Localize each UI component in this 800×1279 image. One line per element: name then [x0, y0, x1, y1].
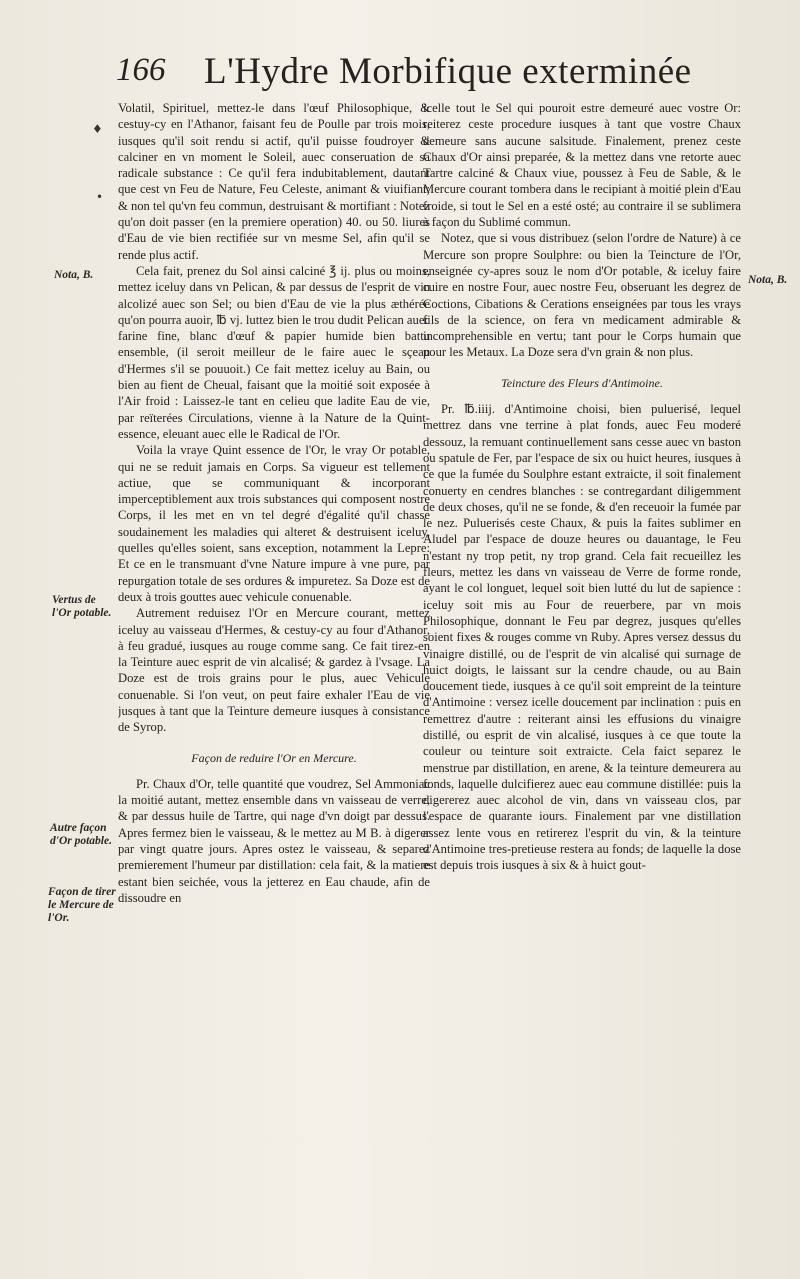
- left-paragraph-3: Voila la vraye Quint essence de l'Or, le vray Or potable, qui ne se reduit jamais en Corps. Sa vigueur est tellement actiue, que se communiquant & incorporant imperceptiblement aux trois substances qui composent nostre Corps, il les met en vn tel degré d'égalité qu'il chasse soudainement les maladies qui alteret & destruisent iceluy, quelles qu'elles soient, sans exception, notamment la Lepre: Et ce en le transmuant d'vne Nature impure à vne pure, par repurgation totale de ses ordures & impuretez. Sa Doze est de deux à trois gouttes auec vehicule conuenable.: [118, 443, 430, 604]
- left-paragraph-4: Autrement reduisez l'Or en Mercure courant, mettez iceluy au vaisseau d'Hermes, & cestuy-cy au four d'Athanor, à feu gradué, iusques au rouge comme sang. Ce fait tirez-en la Teinture auec esprit de vin alcalisé; & gardez à l'vsage. La Doze est de trois grains pour le plus, auec Vehicule conuenable. Si l'on veut, on peut faire exhaler l'Eau de vie jusques à tant que la Teinture demeure iusques à consistance de Syrop.: [118, 606, 430, 735]
- section-heading-teinture: Teincture des Fleurs d'Antimoine.: [501, 375, 663, 390]
- right-paragraph-1: icelle tout le Sel qui pouroit estre demeuré auec vostre Or: reiterez ceste procedure iusques à tant que vostre Chaux demeure sans aucune salsitude. Finalement, prenez ceste Chaux d'Or ainsi preparée, & la mettez dans vne retorte auec Tartre calciné & Chaux viue, poussez à Feu de Sable, & le Mercure courant tombera dans le recipiant à moitié plein d'Eau froide, si tout le Sel en a esté osté; au contraire il se sublimera à façon du Sublimé commun.: [423, 101, 741, 230]
- margin-note-facon-tirer: Façon de tirer le Mercure de l'Or.: [48, 886, 116, 924]
- page-header: [108, 44, 768, 96]
- ink-mark: •: [96, 190, 104, 204]
- left-paragraph-2: Cela fait, prenez du Sol ainsi calciné ℥ ij. plus ou moins, mettez iceluy dans vn Pelican, & par dessus de l'esprit de vin alcolizé auec son Sel; ou bien d'Eau de vie la plus æthérée qu'on pourra auoir, ℔ vj. luttez bien le trou dudit Pelican auec farine fine, blanc d'œuf & papier humide bien battu ensemble, (il seroit meilleur de le faire auec le sçeau d'Hermes s'il se pouuoit.) Ce fait mettez iceluy au Bain, ou bien au fient de Cheual, faisant que la moitié soit exposée à l'Air froid : Laissez-le tant en celieu que ladite Eau de vie, par reïterées Circulations, vienne à la Nature de la Quint-essence, eleuant auec elle le Radical de l'Or.: [118, 263, 430, 441]
- section-heading-facon: Façon de reduire l'Or en Mercure.: [191, 750, 357, 765]
- ink-mark: ♦: [92, 122, 103, 136]
- margin-note-nota: Nota, B.: [54, 269, 94, 281]
- margin-note-vertus: Vertus de l'Or potable.: [52, 594, 112, 619]
- running-title: L'Hydre Morbifique exterminée: [204, 51, 692, 92]
- margin-note-nota-right: Nota, B.: [748, 274, 788, 286]
- page-number: 166: [116, 52, 166, 88]
- right-column: [423, 100, 741, 1260]
- left-paragraph-5: Pr. Chaux d'Or, telle quantité que voudrez, Sel Ammoniac la moitié autant, mettez ensemble dans vn vaisseau de verre, & par dessus huile de Tartre, qui nage d'vn doigt par dessus. Apres fermez bien le vaisseau, & le mettez au M B. à digerer par vingt quatre jours. Apres ostez le vaisseau, & separez premierement l'humeur par distillation: cela fait, & la matiere estant bien seichée, vous la jetterez en Eau chaude, afin de dissoudre en: [118, 776, 430, 905]
- left-paragraph-1: Volatil, Spirituel, mettez-le dans l'œuf Philosophique, & cestuy-cy en l'Athanor, faisant feu de Poulle par trois mois, iusques qu'il soit rendu si actif, qu'il puisse foudroyer & calciner en vn moment le Soleil, auec conseruation de sa radicale substance : Ce qu'il fera indubitablement, dautant que cest vn Feu de Nature, Feu Celeste, animant & viuifiant; & non tel qu'vn feu commun, destruisant & mortifiant : Notez qu'on doit passer (en la premiere operation) 40. ou 50. liures d'Eau de vie bien rectifiée sur vn mesme Sel, afin qu'il se rende plus actif.: [118, 101, 430, 262]
- right-paragraph-3: Pr. ℔.iiij. d'Antimoine choisi, bien puluerisé, lequel mettrez dans vne terrine à plat fonds, auec Feu moderé dessouz, la remuant continuellement sans cesse auec vn baston ou spatule de Fer, par l'espace de six ou huict heures, iusques à ce que la fumée du Soulphre estant extraicte, il soit finalement conuerty en cendres blanches : se contregardant diligemment de deux choses, qu'il ne se fonde, & d'en receuoir la fumée par le nez. Puluerisés ceste Chaux, & puis la faites sublimer en Aludel par l'espace de douze heures ou dauantage, le Feu n'estant ny trop petit, ny trop grand. Cela fait recueillez les fleurs, mettez les dans vn vaisseau de Verre de forme ronde, ayant le col longuet, lequel soit bien lutté du lut de sapience : iceluy soit mis au Four de reuerbere, par vn mois Philosophique, donnant le Feu par degrez, jusques qu'elles soient fixes & rouges comme vn Ruby. Apres versez dessus du vinaigre distillé, ou de l'esprit de vin alcalisé qui surnage de huict doigts, le laissant sur la cendre chaude, ou au Bain doucement tiede, iusques à ce qu'il soit empreint de la teinture d'Antimoine : versez icelle doucement par inclination : puis en remettrez d'autre : reiterant ainsi les effusions du vinaigre distillé, ou esprit de vin alcalisé, iusques à ce que toute la couleur ou teinture soit extraicte. Cela faict separez le menstrue par distillation, en arene, & la teinture demeurera au fonds, laquelle dulcifierez auec eau commune distillée: puis la digererez auec alcohol de vin, dans vn vaisseau clos, par l'espace de quarante iours. Finalement par vne distillation assez lente vous en retirerez l'esprit du vin, & la teinture d'Antimoine tres-pretieuse restera au fonds; de laquelle la dose est depuis trois iusques à six & à huict gout-: [423, 402, 741, 873]
- left-column: [118, 100, 430, 1260]
- right-paragraph-2: Notez, que si vous distribuez (selon l'ordre de Nature) à ce Mercure son propre Soulphre: ou bien la Teincture de l'Or, enseignée cy-apres souz le nom d'Or potable, & iceluy faire cuire en nostre Four, auec nostre Feu, obseruant les degrez de Coctions, Cibations & Cerations enseignées par tous les vrays fils de la science, on fera vn medicament admirable & incomprehensible en vertu; tant pour le Corps humain que pour les Metaux. La Doze sera d'vn grain & non plus.: [423, 231, 741, 360]
- margin-note-autre: Autre façon d'Or potable.: [50, 822, 112, 847]
